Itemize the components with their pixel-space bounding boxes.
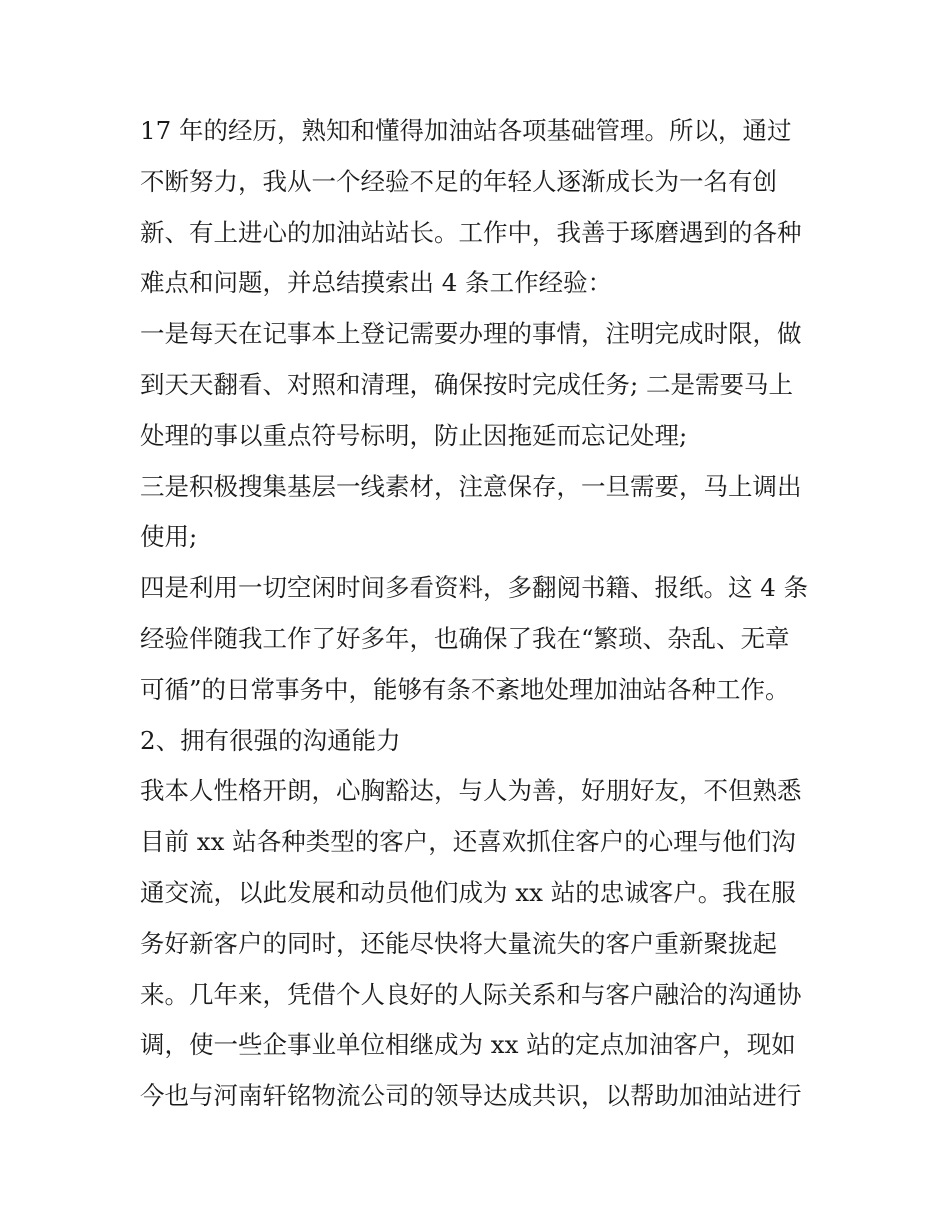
text-line-16: 通交流，以此发展和动员他们成为 xx 站的忠诚客户。我在服 [140,877,796,907]
text-line-4: 难点和问题，并总结摸索出 4 条工作经验： [140,268,613,298]
text-line-5: 一是每天在记事本上登记需要办理的事情，注明完成时限，做 [140,319,802,349]
text-line-1: 17 年的经历，熟知和懂得加油站各项基础管理。所以，通过 [140,116,792,145]
text-line-2: 不断努力，我从一个经验不足的年轻人逐渐成长为一名有创 [140,166,777,196]
text-line-18: 来。几年来，凭借个人良好的人际关系和与客户融洽的沟通协 [140,979,802,1009]
text-line-6: 到天天翻看、对照和清理，确保按时完成任务; 二是需要马上 [140,369,794,399]
text-line-17: 务好新客户的同时，还能尽快将大量流失的客户重新聚拢起 [140,928,777,958]
text-line-11: 经验伴随我工作了好多年，也确保了我在“繁琐、杂乱、无章 [140,623,790,653]
text-line-8: 三是积极搜集基层一线素材，注意保存，一旦需要，马上调出 [140,471,802,501]
text-line-20: 今也与河南轩铭物流公司的领导达成共识，以帮助加油站进行 [140,1081,802,1111]
text-line-3: 新、有上进心的加油站站长。工作中，我善于琢磨遇到的各种 [140,217,802,247]
text-line-10: 四是利用一切空闲时间多看资料，多翻阅书籍、报纸。这 4 条 [140,573,809,603]
text-line-15: 目前 xx 站各种类型的客户，还喜欢抓住客户的心理与他们沟 [140,827,796,857]
section-heading: 2、拥有很强的沟通能力 [140,725,401,755]
text-line-12: 可循”的日常事务中，能够有条不紊地处理加油站各种工作。 [140,674,790,704]
text-line-9: 使用; [140,522,198,552]
text-line-7: 处理的事以重点符号标明，防止因拖延而忘记处理; [140,420,688,450]
text-line-19: 调，使一些企事业单位相继成为 xx 站的定点加油客户，现如 [140,1030,796,1060]
text-line-14: 我本人性格开朗，心胸豁达，与人为善，好朋好友，不但熟悉 [140,776,802,806]
document-body [140,106,820,1122]
